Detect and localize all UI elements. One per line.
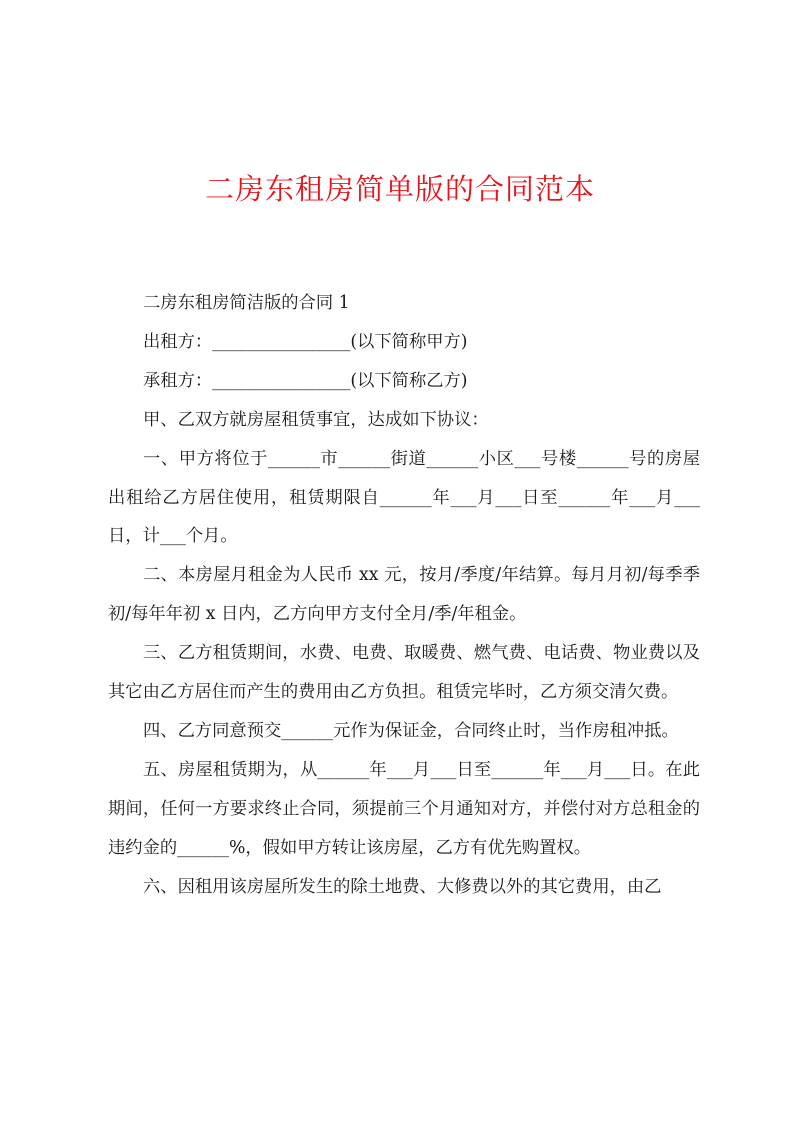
- clause-6: 六、因租用该房屋所发生的除土地费、大修费以外的其它费用，由乙: [143, 876, 662, 897]
- clause-4: 四、乙方同意预交______元作为保证金，合同终止时，当作房租冲抵。: [143, 720, 679, 741]
- clause-2: 二、本房屋月租金为人民币 xx 元，按月/季度/年结算。每月月初/每季季初/每年年初 x 日内，乙方向甲方支付全月/季/年租金。: [108, 565, 700, 625]
- clause-1: 一、甲方将位于______市______街道______小区___号楼______号的房屋出租给乙方居住使用，租赁期限自______年___月___日至______年___月___日，计___个月。: [108, 448, 700, 547]
- lessee-line: 承租方：________________(以下简称乙方): [143, 370, 468, 391]
- document-title: 二房东租房简单版的合同范本: [204, 172, 595, 206]
- contract-heading: 二房东租房简洁版的合同 1: [143, 293, 350, 313]
- agreement-intro: 甲、乙双方就房屋租赁事宜，达成如下协议：: [143, 409, 489, 430]
- clause-5: 五、房屋租赁期为，从______年___月___日至______年___月___日。在此期间，任何一方要求终止合同，须提前三个月通知对方，并偿付对方总租金的违约金的______%，假如甲方转让该房屋，乙方有优先购置权。: [108, 759, 700, 858]
- clause-3: 三、乙方租赁期间，水费、电费、取暖费、燃气费、电话费、物业费以及其它由乙方居住而产生的费用由乙方负担。租赁完毕时，乙方须交清欠费。: [108, 643, 700, 703]
- lessor-line: 出租方：________________(以下简称甲方): [143, 331, 468, 352]
- document-body: [108, 284, 700, 907]
